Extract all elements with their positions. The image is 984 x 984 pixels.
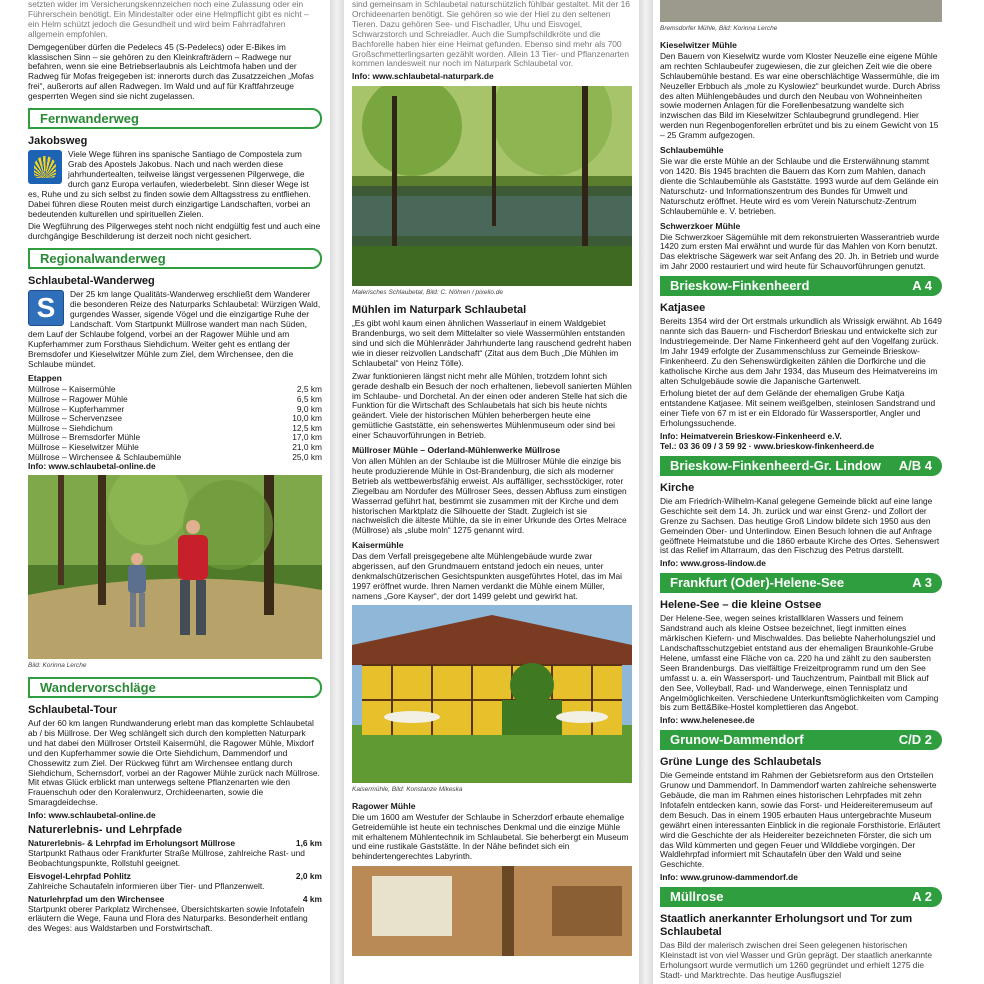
etappe-route: Müllrose – Kupferhammer: [28, 403, 125, 414]
photo-caption: Kaisermühle, Bild: Konstanze Mikeska: [352, 785, 463, 793]
info-link[interactable]: Info: Heimatverein Brieskow-Finkenheerd e.V.: [660, 431, 842, 442]
info-link[interactable]: Info: www.schlaubetal-naturpark.de: [352, 71, 494, 82]
place-header-grunow-dammendorf: [660, 730, 942, 750]
photo-caption: Bild: Korinna Lerche: [28, 662, 87, 670]
trail-description: Zahlreiche Schautafeln informieren über Tier- und Pflanzenwelt.: [28, 880, 265, 891]
schlaubetal-tour-title: Schlaubetal-Tour: [28, 704, 118, 717]
place-text: Der Helene-See, wegen seines kristallklaren Wassers und feinem Sandstrand auch als kleine Ostsee bezeichnet, liegt inmitten eines märkischen Kiefern- und Mischwaldes. Das beliebte Naherholungsziel und Landschaftsschutzgebiet entstand aus der ehemaligen Braunkohle-Grube Helene, umfasst eine Fläche von ca. 220 ha und zählt zu den saubersten Seen Brandenburgs. Das vielfältige Freizeitprogramm rund um den See umfasst u. a. ein Wassersport- und Tauchzentrum, Paintball mit Blick auf den See, Volleyball, Rad- und Wanderwege, einen Tennisplatz und Angelmöglichkeiten. Verschiedene Unterkunftsmöglichkeiten vom Camping bis zum Bett&Bike-Hostel komplettieren das Angebot.: [660, 613, 939, 713]
jakobsweg-text: Die Wegführung des Pilgerweges steht noch nicht endgültig fest und auch eine durchgängige Beschilderung ist derzeit noch nicht gesichert.: [28, 221, 321, 242]
etappe-route: Müllrose – Bremsdorfer Mühle: [28, 432, 141, 443]
trail-description: Startpunkt Rathaus oder Frankfurter Straße Müllrose, zahlreiche Rast- und Beobachtungspunkte, Rollstuhl geeignet.: [28, 848, 305, 868]
trail-name: Naturerlebnis- & Lehrpfad im Erholungsort Müllrose: [28, 838, 236, 849]
place-header-gross-lindow: [660, 456, 942, 476]
hikers-photo: [28, 475, 322, 659]
column-middle: [352, 0, 632, 984]
kieselwitzer-muehle-title: Kieselwitzer Mühle: [660, 39, 737, 50]
info-link[interactable]: Info: www.gross-lindow.de: [660, 558, 766, 569]
map-grid-code: A 4: [912, 278, 932, 294]
etappe-route: Müllrose – Kieselwitzer Mühle: [28, 442, 139, 453]
map-grid-code: A/B 4: [898, 457, 932, 473]
bremsdorfer-muehle-photo: [660, 0, 942, 22]
mills-text: Zwar funktionieren längst nicht mehr alle Mühlen, trotzdem lohnt sich gerade deshalb ein Besuch der noch erhaltenen, liebevoll sanierten Mühlen im Schlaube- und Dorchetal. An der einen oder anderen Stelle hat sich die Funktion für die Wirtschaft des Schlaubetals hat sich bis heute nichts geändert. Viele der historischen Mühlen beherbergen heute eine gemütliche Gaststätte, ein sehenswertes Mühlenmuseum oder sind bei einer Schauvorführungen in Betrieb.: [352, 370, 632, 441]
place-name: Grunow-Dammendorf: [670, 732, 804, 748]
muellroser-muehle-text: Von allen Mühlen an der Schlaube ist die Müllroser Mühle die einzige bis heute produzierende Mühle in Ost-Brandenburg, die sich als moderner Betrieb als wettbewerbsfähig erweist. Als auffälliger, sechsstöckiger, roter Ziegelbau am Nordufer des Müllroser Sees, dessen Abfluss zum einstigen Wasserrad geführt hat, bestimmt sie zusammen mit der Kirche und dem historischen Marktplatz die Silhouette der Stadt. Zugleich ist sie nachweislich die älteste Mühle, da sie in einer Urkunde des Ortes Melrace (Müllrose) als „slube moln“ 1275 genannt wird.: [352, 456, 627, 536]
ragower-muehle-text: Die um 1600 am Westufer der Schlaube in Scherzdorf erbaute ehemalige Getreidemühle ist heute ein technisches Denkmal und die einzige Mühle mit erhaltenem Mühlentechnik im Schlaubetal. Sie beherbergt ein Museum und eine rustikale Gaststätte. In der Nähe befindet sich ein behindertengerechtes Labyrinth.: [352, 811, 629, 862]
section-header-fernwanderweg: Fernwanderweg: [28, 108, 322, 129]
place-text: Das Bild der malerisch zwischen drei Seen gelegenen historischen Kleinstadt ist von viel Wasser und Grün geprägt. Der staatlich anerkannte Erholungsort wurde vermutlich um 1260 gegründet und erhielt 1275 die Stadt- und Marktrechte. Das heutige Ausflugsziel: [660, 940, 933, 980]
info-link[interactable]: Info: www.schlaubetal-online.de: [28, 810, 156, 821]
intro-paragraph: setzten wider im Versicherungskennzeichen noch eine Zulassung oder ein Führerschein benötigt. Ein Mindestalter oder eine Helmpflicht gibt es nicht – ein Helm schützt jedoch die Gesundheit und wird beim Fahrradfahren allgemein empfohlen.: [28, 0, 309, 39]
kieselwitzer-muehle-text: Den Bauern von Kieselwitz wurde vom Kloster Neuzelle eine eigene Mühle am rechten Schlaubeufer zugewiesen, die zur gleichen Zeit wie die obere Schlaubemühle bestand. Es war eine oberschlächtige Wassermühle, die im Neuzeller Erbbuch als „mole zu Kyslowiez“ beurkundet wurde. Durch Abriss des alten Mühlengebäudes und durch den Neubau von Wohneinheiten sowie modernen Anlagen für die Forellenbesatzung wandelte sich inzwischen das Bild im Kieselwitzer Schlaubegrund grundlegend. Hier werden nun Regenbogenforellen erbrütet und bis zu einem Gewicht von 15 – 25 Gramm aufgezogen.: [660, 50, 941, 141]
etappe-distance: 17,0 km: [292, 432, 322, 443]
schlaubetal-photo: [352, 86, 632, 286]
map-grid-code: A 2: [912, 889, 932, 905]
place-text: Bereits 1354 wird der Ort erstmals urkundlich als Wrissigk erwähnt. Ab 1649 nannte sich das Bauern- und Fischerdorf Brieskau und entwickelte sich zur Industriegemeinde. Der Name Finkenheerd geht auf den Vogelfang zurück. Im Jahr 1949 erfolgte der Zusammenschluss zur Gemeinde Brieskow-Finkenheerd. Zu den Sehenswürdigkeiten zählen die Dorfkirche und die katholische Kirche aus dem Jahr 1934, das Museum des Heimatvereins im alten Schulgebäude sowie die Japanische Gartenwelt.: [660, 316, 942, 386]
etappe-route: Müllrose – Siehdichum: [28, 422, 113, 433]
place-title: Grüne Lunge des Schlaubetals: [660, 756, 822, 769]
ragower-muehle-title: Ragower Mühle: [352, 800, 416, 811]
trail-name: Eisvogel-Lehrpfad Pohlitz: [28, 870, 131, 881]
map-grid-code: A 3: [912, 575, 932, 591]
ragower-muehle-photo: [352, 866, 632, 956]
naturerlebnis-title: Naturerlebnis- und Lehrpfade: [28, 824, 183, 837]
photo-caption: Malerisches Schlaubetal, Bild: C. Nöhren / pixelio.de: [352, 289, 504, 297]
intro-paragraph: Demgegenüber dürfen die Pedelecs 45 (S-Pedelecs) oder E-Bikes im klassischen Sinn – sie gehören zu den Kleinkrafträdern – Radwege nur befahren, wenn sie eine Betriebserlaubnis als Leichtmofa haben und der Radweg für Mofas freigegeben ist: innerorts durch das Zusatzzeichen „Mofas frei“, außerorts auf allen Radwegen. Im Wald und auf für Kraftfahrzeuge gesperrten Wegen sind sie nicht zugelassen.: [28, 41, 314, 102]
page-fold: [639, 0, 653, 984]
etappe-route: Müllrose – Kaisermühle: [28, 384, 116, 395]
trail-length: 2,0 km: [295, 870, 322, 881]
etappe-route: Müllrose – Ragower Mühle: [28, 394, 128, 405]
muellroser-muehle-title: Müllroser Mühle – Oderland-Mühlenwerke Müllrose: [352, 445, 561, 456]
info-link[interactable]: Info: www.schlaubetal-online.de: [28, 461, 156, 472]
etappen-title: Etappen: [28, 373, 62, 384]
etappe-distance: 6,5 km: [296, 394, 322, 405]
trail-length: 4 km: [302, 893, 322, 904]
place-header-helene-see: [660, 573, 942, 593]
trail-name: Naturlehrpfad um den Wirchensee: [28, 893, 165, 904]
schwerzkoer-muehle-title: Schwerzkoer Mühle: [660, 220, 741, 231]
map-grid-code: C/D 2: [898, 732, 932, 748]
schlaubetal-tour-text: Auf der 60 km langen Rundwanderung erlebt man das komplette Schlaubetal ab / bis Müllrose. Der Weg schlängelt sich durch den kompletten Naturpark und hat dabei den Müllroser Ortsteil Kaisermühl, die Ragower Mühle, Mixdorf und den Kupferhammer sowie die Orte Siehdichum, Dammendorf und Chossewitz zum Ziel. Der Rückweg führt am Wirchensee entlang durch Siehdichum, Schernsdorf, vorbei an der Ragower Mühle zurück nach Müllrose. Mit etwas Glück erblickt man unterwegs seltene Pflanzenarten wie den Frauenschuh oder den Koralenwurz, Orchideenarten, sowie die Smaragdeidechse.: [28, 718, 320, 808]
mills-title: Mühlen im Naturpark Schlaubetal: [352, 304, 527, 317]
place-text: Die am Friedrich-Wilhelm-Kanal gelegene Gemeinde blickt auf eine lange Geschichte seit dem 14. Jh. zurück und war einst Grenz- und Zollort der Grenze zu Sachsen. Das heutige Groß Lindow bildete sich 1950 aus den Gemeinden Ober- und Unterlindow. Einen Besuch lohnen die auf Anfrage geöffnete Heimatstube und die 1860 erbaute Kirche des Ortes. Sehenswert ist das Relief im Altarraum, das den Fischzug des Petrus darstellt.: [660, 495, 940, 556]
place-name: Brieskow-Finkenheerd: [670, 278, 810, 294]
kaisermuehle-photo: [352, 605, 632, 783]
info-link[interactable]: Info: www.helenesee.de: [660, 715, 755, 726]
jakobsweg-text: Viele Wege führen ins spanische Santiago de Compostela zum Grab des Apostels Jakobus. Nach und nach werden diese jahrhundertealten, teilweise längst vergessenen Pilgerwege, die durch ganz Europa verlaufen, wiederbelebt. Sinn dieser Wege ist es, Ruhe und zu sich selbst zu finden sowie dem Alltagsstress zu entfliehen. Dabei führen diese Routen meist durch einzigartige Landschaften, vorbei an bedeutenden kulturellen und spirituellen Zielen.: [28, 149, 311, 219]
scallop-shell-icon: [28, 150, 62, 184]
naturpark-text: sind gemeinsam in Schlaubetal naturschützlich fühlbar gestaltet. Mit der 16 Orchideenarten benötigt. Sie gehören so wie der Hiel zu den seltenen Tieren. Dazu gehören See- und Fischadler, Uhu und Eisvogel, Schwarzstorch und Schreiadler. Auch die Sumpfschildkröte und die Bachforelle haben hier eine Heimat gefunden. Ebenso sind mehr als 700 Großschmetterlingsarten gezählt worden. Allein 13 Tier- und Pflanzenarten kommen landesweit nur noch im Naturpark Schlaubetal vor.: [352, 0, 630, 69]
schlaubemuehle-text: Sie war die erste Mühle an der Schlaube und die Ersterwähnung stammt von 1420. Bis 1945 brachten die Bauern das Korn zum Mahlen, danach diente die Schlaubemühle als Gaststätte. 1993 wurde auf dem Gelände ein Naturschutz- und Informationszentrum des Bundes für Umwelt und Naturschutz eröffnet. Heute wird es vom Verein Naturschutz-Zentrum Schlaubemühle e. V. betrieben.: [660, 156, 939, 216]
etappen-table: [28, 385, 322, 462]
trail-length: 1,6 km: [295, 838, 322, 849]
section-header-wandervorschlaege: Wandervorschläge: [28, 677, 322, 698]
place-name: Müllrose: [670, 889, 724, 905]
place-title: Helene-See – die kleine Ostsee: [660, 599, 822, 612]
place-text: Die Gemeinde entstand im Rahmen der Gebietsreform aus den Ortsteilen Grunow und Dammendorf. In Dammendorf warten zahlreiche sehenswerte Gebäude, die man im Rahmen eines historischen Lehrpfades mit zehn Infotafeln entdecken kann, sowie das Forst- und Heidereiteremuseum auf dem Besuch. Das in einem 1905 erbauten Haus untergebrachte Museum gewährt einen interessanten Einblick in die regionale Forsthistorie. Erläutert wird die Geschichte der als Heidereiter bezeichneten Förster, die sich um das Wild kümmerten und gegen Feuer und Wilddiebe vorgingen. Der Waldlehrpfad informiert mit Schautafeln über den Wald und seine Geschichte.: [660, 770, 941, 870]
place-title: Katjasee: [660, 302, 706, 315]
schlaubetal-wanderweg-title: Schlaubetal-Wanderweg: [28, 275, 155, 288]
mills-quote: „Es gibt wohl kaum einen ähnlichen Wasserlauf in einem Waldgebiet Brandenburgs, wo seit dem Mittelalter so viele Wassermühlen entstanden sind und sich die Mühlenräder Jahrhunderte lang rauschend gedreht haben wie in dieser reizvollen Landschaft“ (Zitat aus dem Buch „Die Mühlen im Schlaubetal“ von Heinz Tölle).: [352, 318, 632, 368]
info-link[interactable]: Info: www.grunow-dammendorf.de: [660, 872, 798, 883]
etappe-route: Müllrose – Wirchensee & Schlaubemühle: [28, 451, 182, 462]
etappe-distance: 25,0 km: [292, 451, 322, 462]
etappe-distance: 9,0 km: [296, 403, 322, 414]
place-text: Erholung bietet der auf dem Gelände der ehemaligen Grube Katja entstandene Katjasee. Mit seinem weißgelben, steinlosen Sandstrand und einer Tiefe von 67 m ist er ein Eldorado für Wassersportler, Angler und Erholungssuchende.: [660, 388, 936, 429]
info-contact[interactable]: Tel.: 03 36 09 / 3 59 92 · www.brieskow-finkenheerd.de: [660, 441, 875, 451]
photo-caption: Bremsdorfer Mühle, Bild: Korinna Lerche: [660, 25, 778, 32]
section-header-regionalwanderweg: Regionalwanderweg: [28, 248, 322, 269]
etappe-distance: 21,0 km: [292, 442, 322, 453]
column-right: [660, 0, 942, 984]
schlaubetal-wanderweg-text: Der 25 km lange Qualitäts-Wanderweg erschließt dem Wanderer die besonderen Reize des Naturparks Schlaubetal: Würzigen Wald, gurgendes Wasser, sigende Vögel und die einzigartige Ruhe der Landschaft. Vom Startpunkt Müllrose wandert man nach Süden, dem Lauf der Schlaube folgend, vorbei an der Ragower Mühle und am Kupferhammer zum Forsthaus Siehdichum. Weiter geht es entlang der Bremsdofer und Kieselwitzer Mühle zum Ziel, dem Wirchensee, den die Schlaube mündet.: [28, 289, 321, 369]
trail-s-icon: S: [28, 290, 64, 326]
etappe-distance: 2,5 km: [296, 384, 322, 395]
page-fold: [330, 0, 344, 984]
place-header-brieskow-finkenheerd: [660, 276, 942, 296]
kaisermuehle-title: Kaisermühle: [352, 540, 404, 551]
place-title: Staatlich anerkannter Erholungsort und Tor zum Schlaubetal: [660, 913, 913, 939]
schlaubemuehle-title: Schlaubemühle: [660, 145, 724, 156]
column-left: [28, 0, 322, 984]
jakobsweg-title: Jakobsweg: [28, 135, 88, 148]
kaisermuehle-text: Das dem Verfall preisgegebene alte Mühlengebäude wurde zwar abgerissen, auf den Grundmauern entstand jedoch ein neues, unter denkmalschützerischen Gesichtspunkten ausgeführtes Hotel, das im Mai 1997 eröffnet wurde. Ihren Namen verdankt die Mühle einem Müller, namens „Gore Kayser“, der dort 1499 gelebt und gewirkt hat.: [352, 551, 622, 601]
etappe-distance: 12,5 km: [292, 422, 322, 433]
place-header-muellrose: [660, 887, 942, 907]
place-title: Kirche: [660, 481, 695, 494]
place-name: Frankfurt (Oder)-Helene-See: [670, 575, 845, 591]
etappe-distance: 10,0 km: [292, 413, 322, 424]
schwerzkoer-muehle-text: Die Schwerzkoer Sägemühle mit dem rekonstruierten Wasserantrieb wurde 1420 zum ersten Mal erwähnt und wurde für das Mahlen von Korn benutzt. Das elektrische Sägewerk war seit Anfang des 20. Jh. in Betrieb und wurde im Jahr 2000 restauriert und wird heute für Schauvorführungen genutzt.: [660, 231, 940, 272]
trail-description: Startpunkt oberer Parkplatz Wirchensee, Übersichtskarten sowie Infotafeln erläutern die Wege, Fauna und Flora des Naturparks. Besonderheit entlang des Weges: aus Waldstarben und Forstwirtschaft.: [28, 903, 308, 934]
etappe-route: Müllrose – Schervenzsee: [28, 413, 123, 424]
place-name: Brieskow-Finkenheerd-Gr. Lindow: [670, 457, 881, 473]
